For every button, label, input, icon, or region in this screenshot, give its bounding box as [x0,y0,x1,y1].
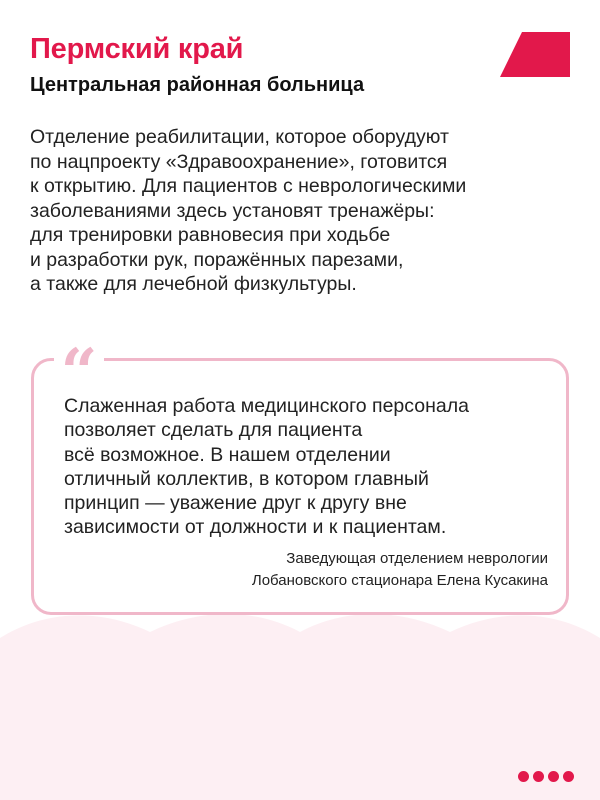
body-line: для тренировки равновесия при ходьбе [30,224,391,246]
pagination-dot [533,771,544,782]
logo-shape [500,32,570,77]
body-line: Отделение реабилитации, которое оборудуют [30,126,449,148]
pagination-dot [563,771,574,782]
quote-line: принцип — уважение друг к другу вне [64,492,407,515]
background-waves [0,600,600,800]
logo-icon [498,30,572,80]
pagination-dots [518,771,578,783]
body-line: а также для лечебной физкультуры. [30,273,357,295]
page-title: Пермский край [30,33,244,65]
body-line: к открытию. Для пациентов с неврологическими [30,175,467,197]
quote-line: Слаженная работа медицинского персонала [64,395,469,417]
pagination-dot [518,771,529,782]
body-line: и разработки рук, поражённых парезами, [30,248,404,271]
quote-line: позволяет сделать для пациента [64,419,363,442]
body-line: по нацпроекту «Здравоохранение», готовится [30,150,448,173]
body-paragraph [30,125,575,297]
body-line: заболеваниями здесь установят тренажёры: [30,199,435,222]
quote-line: всё возможное. В нашем отделении [64,443,391,466]
quote-line: зависимости от должности и к пациентам. [64,516,447,539]
quote-text [64,394,544,540]
quotation-mark-icon: “ [54,341,104,377]
quote-author [148,548,548,592]
quote-line: отличный коллектив, в котором главный [64,467,429,490]
quote-author-line: Лобановского стационара Елена Кусакина [251,572,548,589]
quote-author-line: Заведующая отделением неврологии [286,550,548,567]
pagination-dot [548,771,559,782]
page-subtitle: Центральная районная больница [30,74,365,96]
quote-card [31,335,569,615]
